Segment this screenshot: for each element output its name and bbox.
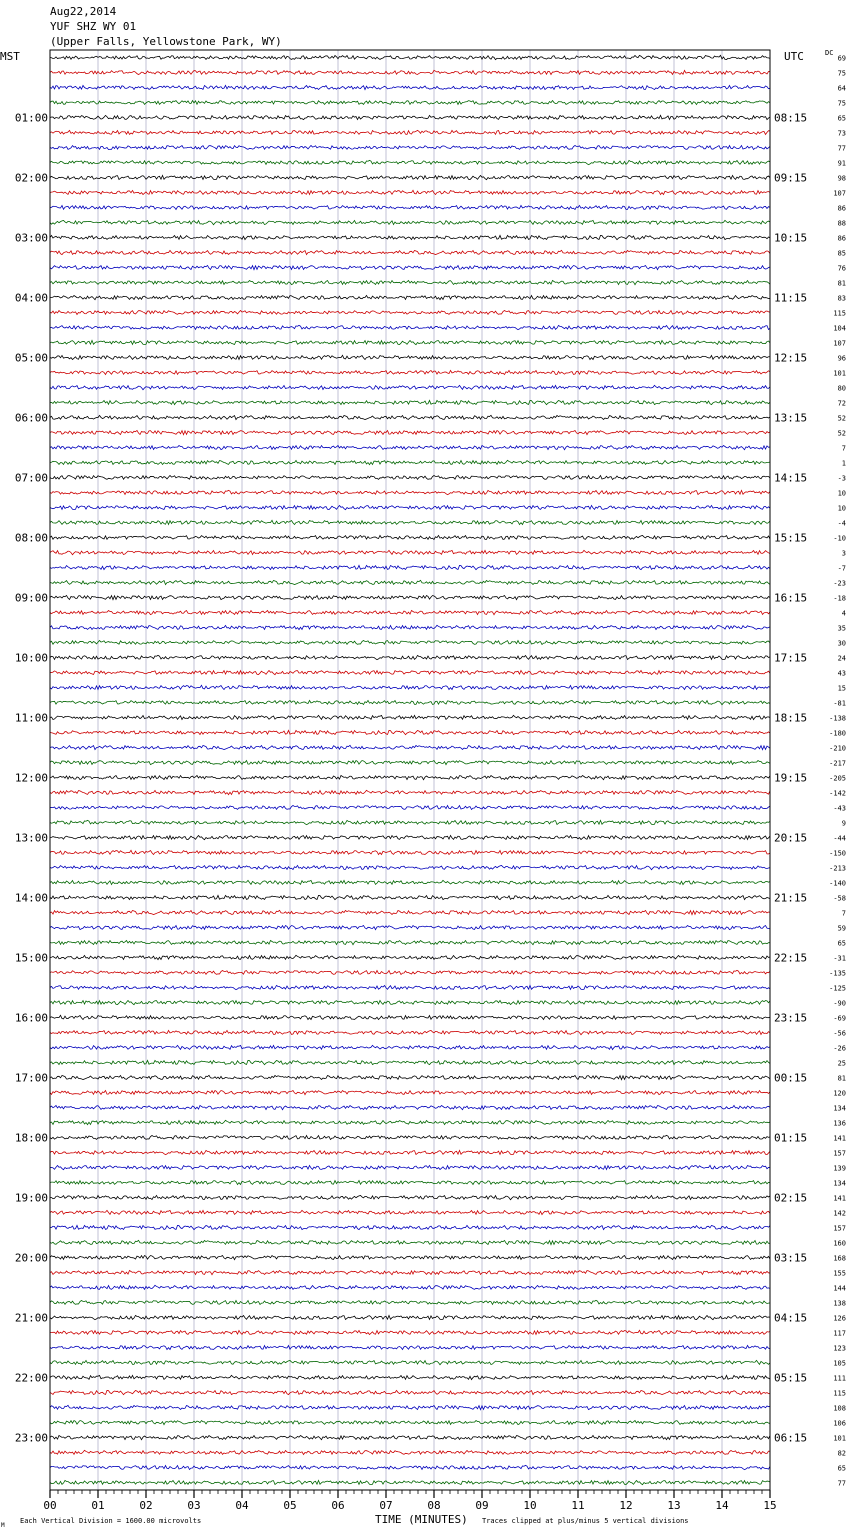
trace-line (50, 1090, 770, 1094)
trace-line (50, 1375, 770, 1379)
trace-line (50, 850, 770, 854)
x-tick-label: 07 (379, 1499, 393, 1512)
mst-hour-label: 18:00 (14, 1131, 48, 1145)
dc-offset-label: 101 (833, 369, 846, 378)
mst-axis-label: MST (0, 50, 20, 63)
dc-offset-label: -26 (833, 1044, 846, 1053)
trace-line (50, 505, 770, 509)
dc-offset-label: 157 (833, 1149, 846, 1158)
trace-line (50, 715, 770, 719)
dc-offset-label: 77 (837, 144, 846, 153)
dc-offset-label: 4 (841, 609, 846, 618)
trace-line (50, 1015, 770, 1019)
trace-line (50, 806, 770, 810)
dc-offset-label: 141 (833, 1194, 846, 1203)
utc-axis-label: UTC (784, 50, 804, 63)
dc-offset-label: 77 (837, 1479, 846, 1488)
dc-offset-label: 136 (833, 1119, 846, 1128)
dc-offset-label: 123 (833, 1344, 846, 1353)
mst-hour-label: 06:00 (14, 411, 48, 425)
trace-line (50, 1480, 770, 1484)
dc-offset-label: 81 (837, 279, 846, 288)
trace-line (50, 895, 770, 899)
trace-line (50, 145, 770, 149)
utc-hour-label: 10:15 (774, 231, 808, 245)
trace-line (50, 1390, 770, 1394)
dc-offset-label: 168 (833, 1254, 846, 1263)
trace-line (50, 130, 770, 134)
dc-offset-label: 75 (837, 69, 846, 78)
dc-offset-label: 43 (837, 669, 846, 678)
trace-line (50, 1030, 770, 1034)
trace-line (50, 1181, 770, 1185)
trace-line (50, 445, 770, 449)
x-tick-label: 12 (619, 1499, 633, 1512)
dc-offset-label: 10 (837, 489, 846, 498)
trace-line (50, 1120, 770, 1124)
dc-offset-label: -56 (833, 1029, 846, 1038)
dc-offset-label: 25 (837, 1059, 846, 1068)
trace-line (50, 115, 770, 119)
dc-offset-label: 10 (837, 504, 846, 513)
dc-offset-label: 65 (837, 114, 846, 123)
dc-offset-label: 83 (837, 294, 846, 303)
dc-offset-label: 7 (841, 444, 846, 453)
mst-hour-label: 04:00 (14, 291, 48, 305)
dc-offset-label: 76 (837, 264, 846, 273)
dc-offset-label: 160 (833, 1239, 846, 1248)
mst-hour-label: 19:00 (14, 1191, 48, 1205)
mst-hour-label: 02:00 (14, 171, 48, 185)
utc-hour-label: 05:15 (774, 1371, 808, 1385)
dc-offset-label: 91 (837, 159, 846, 168)
trace-line (50, 910, 770, 914)
dc-offset-label: 120 (833, 1089, 846, 1098)
trace-line (50, 820, 770, 824)
trace-line (50, 1360, 770, 1364)
dc-offset-label: -180 (829, 729, 846, 738)
dc-offset-label: 134 (833, 1179, 846, 1188)
trace-line (50, 190, 770, 194)
trace-line (50, 670, 770, 674)
trace-line (50, 640, 770, 644)
trace-line (50, 220, 770, 224)
dc-offset-label: 64 (837, 84, 846, 93)
trace-line (50, 475, 770, 479)
trace-line (50, 1210, 770, 1214)
trace-line (50, 1045, 770, 1049)
dc-label: DC (825, 49, 834, 57)
x-tick-label: 15 (763, 1499, 777, 1512)
trace-line (50, 775, 770, 779)
dc-offset-label: 35 (837, 624, 846, 633)
utc-hour-label: 08:15 (774, 111, 808, 125)
dc-offset-label: -31 (833, 954, 846, 963)
utc-hour-label: 18:15 (774, 711, 808, 725)
trace-line (50, 460, 770, 464)
trace-line (50, 310, 770, 314)
trace-line (50, 265, 770, 269)
dc-offset-label: 107 (833, 189, 846, 198)
trace-line (50, 85, 770, 89)
dc-offset-label: 69 (837, 54, 846, 63)
dc-offset-label: 52 (837, 429, 846, 438)
utc-hour-label: 21:15 (774, 891, 808, 905)
dc-offset-label: 115 (833, 309, 846, 318)
trace-line (50, 1420, 770, 1424)
dc-offset-label: -135 (829, 969, 846, 978)
x-tick-label: 02 (139, 1499, 153, 1512)
mst-hour-label: 20:00 (14, 1251, 48, 1265)
utc-hour-label: 06:15 (774, 1431, 808, 1445)
trace-line (50, 1270, 770, 1274)
dc-offset-label: -4 (837, 519, 846, 528)
mst-hour-label: 13:00 (14, 831, 48, 845)
trace-line (50, 490, 770, 494)
utc-hour-label: 20:15 (774, 831, 808, 845)
dc-offset-label: -205 (829, 774, 846, 783)
dc-offset-label: 98 (837, 174, 846, 183)
mst-hour-label: 08:00 (14, 531, 48, 545)
dc-offset-label: 144 (833, 1284, 846, 1293)
dc-offset-label: 85 (837, 249, 846, 258)
trace-line (50, 1060, 770, 1064)
station-location: (Upper Falls, Yellowstone Park, WY) (50, 35, 282, 48)
trace-line (50, 745, 770, 749)
dc-offset-label: 1 (841, 459, 846, 468)
dc-offset-label: -7 (837, 564, 846, 573)
dc-offset-label: -150 (829, 849, 846, 858)
record-date: Aug22,2014 (50, 5, 117, 18)
dc-offset-label: 108 (833, 1404, 846, 1413)
trace-line (50, 550, 770, 554)
dc-offset-label: -44 (833, 834, 846, 843)
dc-offset-label: -81 (833, 699, 846, 708)
trace-line (50, 865, 770, 869)
trace-line (50, 985, 770, 989)
trace-line (50, 835, 770, 839)
trace-line (50, 520, 770, 524)
utc-hour-label: 22:15 (774, 951, 808, 965)
trace-line (50, 1105, 770, 1109)
trace-line (50, 250, 770, 254)
trace-line (50, 325, 770, 329)
trace-line (50, 1225, 770, 1229)
trace-line (50, 295, 770, 299)
dc-offset-label: 75 (837, 99, 846, 108)
dc-offset-label: -3 (837, 474, 846, 483)
row-labels (15, 55, 846, 1488)
dc-offset-label: 111 (833, 1374, 846, 1383)
trace-line (50, 1450, 770, 1454)
trace-line (50, 730, 770, 734)
mst-hour-label: 23:00 (14, 1431, 48, 1445)
trace-line (50, 340, 770, 344)
dc-offset-label: 134 (833, 1104, 846, 1113)
trace-line (50, 1435, 770, 1439)
trace-line (50, 1195, 770, 1199)
trace-line (50, 595, 770, 599)
trace-line (50, 1465, 770, 1469)
dc-offset-label: 142 (833, 1209, 846, 1218)
dc-offset-label: -23 (833, 579, 846, 588)
trace-line (50, 1240, 770, 1244)
trace-line (50, 355, 770, 359)
x-tick-label: 06 (331, 1499, 345, 1512)
utc-hour-label: 13:15 (774, 411, 808, 425)
utc-hour-label: 04:15 (774, 1311, 808, 1325)
dc-offset-label: 7 (841, 909, 846, 918)
dc-offset-label: -69 (833, 1014, 846, 1023)
trace-line (50, 400, 770, 404)
x-tick-label: 10 (523, 1499, 537, 1512)
mst-hour-label: 09:00 (14, 591, 48, 605)
trace-line (50, 160, 770, 164)
dc-offset-label: -140 (829, 879, 846, 888)
dc-offset-label: 81 (837, 1074, 846, 1083)
trace-line (50, 535, 770, 539)
dc-offset-label: 96 (837, 354, 846, 363)
x-tick-label: 03 (187, 1499, 201, 1512)
dc-offset-label: 106 (833, 1419, 846, 1428)
trace-line (50, 1315, 770, 1319)
dc-offset-label: 107 (833, 339, 846, 348)
dc-offset-label: 141 (833, 1134, 846, 1143)
trace-line (50, 235, 770, 239)
trace-line (50, 430, 770, 434)
dc-offset-label: -58 (833, 894, 846, 903)
dc-offset-label: 65 (837, 939, 846, 948)
trace-line (50, 625, 770, 629)
utc-hour-label: 19:15 (774, 771, 808, 785)
dc-offset-label: -125 (829, 984, 846, 993)
trace-line (50, 970, 770, 974)
trace-line (50, 760, 770, 764)
x-tick-label: 04 (235, 1499, 249, 1512)
trace-line (50, 175, 770, 179)
mst-hour-label: 03:00 (14, 231, 48, 245)
trace-line (50, 565, 770, 569)
dc-offset-label: -10 (833, 534, 846, 543)
dc-offset-label: 65 (837, 1464, 846, 1473)
mst-hour-label: 22:00 (14, 1371, 48, 1385)
trace-line (50, 1255, 770, 1259)
trace-line (50, 685, 770, 689)
trace-line (50, 655, 770, 659)
trace-line (50, 1405, 770, 1409)
dc-offset-label: 9 (841, 819, 846, 828)
x-tick-label: 13 (667, 1499, 681, 1512)
dc-offset-label: 117 (833, 1329, 846, 1338)
dc-offset-label: -210 (829, 744, 846, 753)
dc-offset-label: 82 (837, 1449, 846, 1458)
utc-hour-label: 15:15 (774, 531, 808, 545)
dc-offset-label: 157 (833, 1224, 846, 1233)
x-tick-label: 14 (715, 1499, 729, 1512)
dc-offset-label: -138 (829, 714, 846, 723)
x-axis-title: TIME (MINUTES) (375, 1513, 468, 1526)
trace-line (50, 370, 770, 374)
utc-hour-label: 12:15 (774, 351, 808, 365)
trace-line (50, 1135, 770, 1139)
trace-line (50, 790, 770, 794)
dc-offset-label: 86 (837, 204, 846, 213)
utc-hour-label: 00:15 (774, 1071, 808, 1085)
utc-hour-label: 02:15 (774, 1191, 808, 1205)
utc-hour-label: 03:15 (774, 1251, 808, 1265)
trace-group (50, 55, 770, 1484)
trace-line (50, 70, 770, 74)
dc-offset-label: 86 (837, 234, 846, 243)
mst-hour-label: 07:00 (14, 471, 48, 485)
trace-line (50, 580, 770, 584)
dc-offset-label: -90 (833, 999, 846, 1008)
mst-hour-label: 14:00 (14, 891, 48, 905)
x-tick-label: 11 (571, 1499, 585, 1512)
dc-offset-label: 80 (837, 384, 846, 393)
trace-line (50, 280, 770, 284)
trace-line (50, 1165, 770, 1169)
x-tick-label: 05 (283, 1499, 297, 1512)
mst-hour-label: 10:00 (14, 651, 48, 665)
dc-offset-label: 155 (833, 1269, 846, 1278)
trace-line (50, 101, 770, 105)
trace-line (50, 385, 770, 389)
dc-offset-label: 104 (833, 324, 846, 333)
trace-line (50, 1000, 770, 1004)
dc-offset-label: -142 (829, 789, 846, 798)
trace-line (50, 55, 770, 59)
dc-offset-label: 139 (833, 1164, 846, 1173)
mst-hour-label: 15:00 (14, 951, 48, 965)
station-code: YUF SHZ WY 01 (50, 20, 137, 33)
dc-offset-label: 15 (837, 684, 846, 693)
trace-line (50, 925, 770, 929)
mst-hour-label: 11:00 (14, 711, 48, 725)
trace-line (50, 700, 770, 704)
trace-line (50, 880, 770, 884)
dc-offset-label: -43 (833, 804, 846, 813)
dc-offset-label: 72 (837, 399, 846, 408)
dc-offset-label: 52 (837, 414, 846, 423)
mst-hour-label: 17:00 (14, 1071, 48, 1085)
dc-offset-label: 101 (833, 1434, 846, 1443)
trace-line (50, 610, 770, 614)
dc-offset-label: 3 (841, 549, 846, 558)
dc-offset-label: 105 (833, 1359, 846, 1368)
trace-line (50, 1150, 770, 1154)
trace-line (50, 1330, 770, 1334)
dc-offset-label: -217 (829, 759, 846, 768)
x-axis (43, 1490, 776, 1512)
utc-hour-label: 23:15 (774, 1011, 808, 1025)
x-tick-label: 01 (91, 1499, 105, 1512)
dc-offset-label: 73 (837, 129, 846, 138)
trace-line (50, 205, 770, 209)
corner-mark: M (1, 1522, 5, 1529)
trace-line (50, 955, 770, 959)
dc-offset-label: 30 (837, 639, 846, 648)
utc-hour-label: 01:15 (774, 1131, 808, 1145)
utc-hour-label: 17:15 (774, 651, 808, 665)
trace-line (50, 1285, 770, 1289)
utc-hour-label: 16:15 (774, 591, 808, 605)
x-tick-label: 09 (475, 1499, 489, 1512)
utc-hour-label: 14:15 (774, 471, 808, 485)
mst-hour-label: 21:00 (14, 1311, 48, 1325)
dc-offset-label: 126 (833, 1314, 846, 1323)
dc-offset-label: 138 (833, 1299, 846, 1308)
dc-offset-label: 88 (837, 219, 846, 228)
dc-offset-label: -213 (829, 864, 846, 873)
x-tick-label: 00 (43, 1499, 57, 1512)
mst-hour-label: 16:00 (14, 1011, 48, 1025)
trace-line (50, 415, 770, 419)
dc-offset-label: 24 (837, 654, 846, 663)
mst-hour-label: 12:00 (14, 771, 48, 785)
trace-line (50, 1345, 770, 1349)
trace-line (50, 1075, 770, 1079)
utc-hour-label: 11:15 (774, 291, 808, 305)
footer-clip-note: Traces clipped at plus/minus 5 vertical divisions (482, 1517, 689, 1525)
utc-hour-label: 09:15 (774, 171, 808, 185)
trace-line (50, 1300, 770, 1304)
dc-offset-label: -18 (833, 594, 846, 603)
dc-offset-label: 115 (833, 1389, 846, 1398)
x-tick-label: 08 (427, 1499, 441, 1512)
trace-line (50, 940, 770, 944)
dc-offset-label: 59 (837, 924, 846, 933)
mst-hour-label: 05:00 (14, 351, 48, 365)
mst-hour-label: 01:00 (14, 111, 48, 125)
footer-scale-note: Each Vertical Division = 1600.00 microvolts (20, 1517, 202, 1525)
